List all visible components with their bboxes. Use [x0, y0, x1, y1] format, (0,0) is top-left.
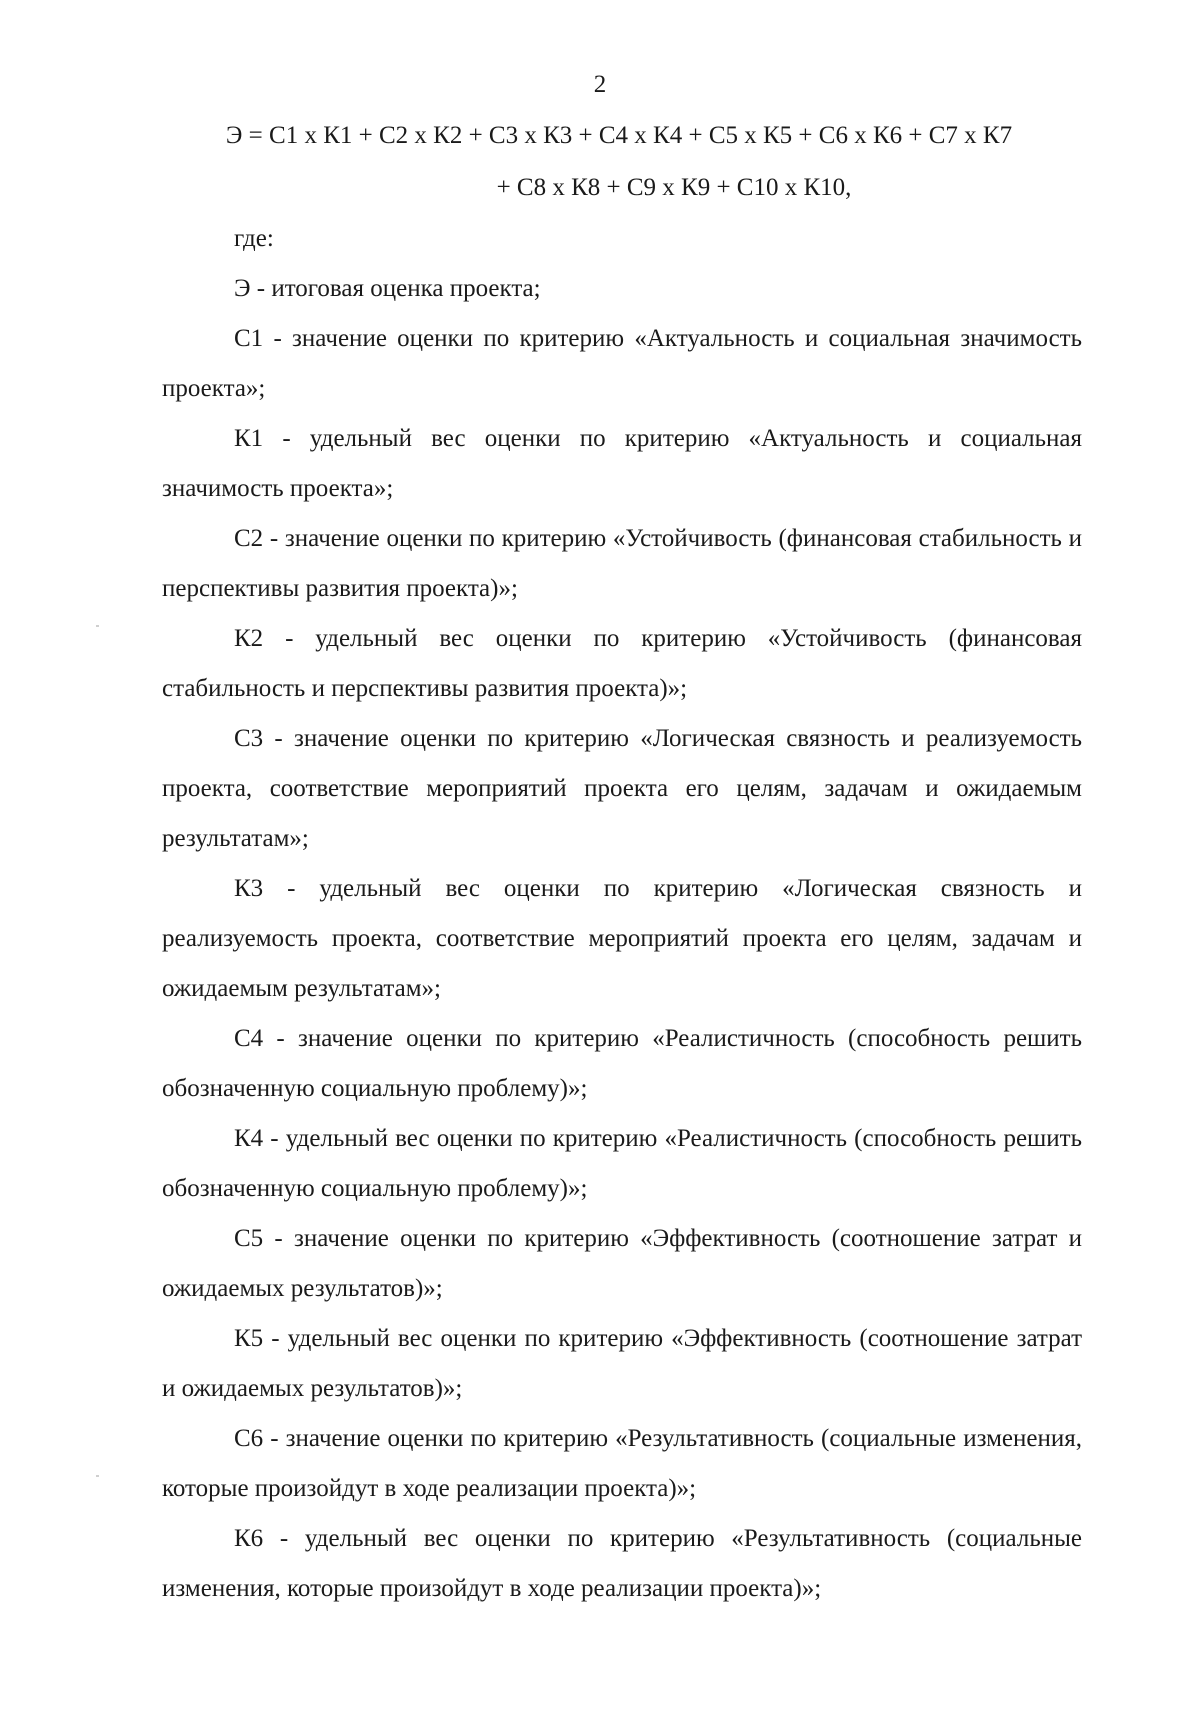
- scan-speck: [96, 1475, 99, 1477]
- definition-c6: С6 - значение оценки по критерию «Результативность (социальные изменения, которые произойдут в ходе реализации проекта)»;: [162, 1425, 1082, 1502]
- definition-k1: К1 - удельный вес оценки по критерию «Актуальность и социальная значимость проекта»;: [162, 425, 1082, 502]
- formula-line-1: Э = С1 х К1 + С2 х К2 + С3 х К3 + С4 х К4 + С5 х К5 + С6 х К6 + С7 х К7: [225, 122, 1013, 149]
- definition-c1: С1 - значение оценки по критерию «Актуальность и социальная значимость проекта»;: [162, 325, 1082, 402]
- definition-c5: С5 - значение оценки по критерию «Эффективность (соотношение затрат и ожидаемых результатов)»;: [162, 1225, 1082, 1302]
- definition-k4: К4 - удельный вес оценки по критерию «Реалистичность (способность решить обозначенную социальную проблему)»;: [162, 1125, 1082, 1202]
- definition-c4: С4 - значение оценки по критерию «Реалистичность (способность решить обозначенную социальную проблему)»;: [162, 1025, 1082, 1102]
- definition-e: Э - итоговая оценка проекта;: [234, 275, 541, 302]
- definition-k2: К2 - удельный вес оценки по критерию «Устойчивость (финансовая стабильность и перспективы развития проекта)»;: [162, 625, 1082, 702]
- definition-k3: К3 - удельный вес оценки по критерию «Логическая связность и реализуемость проекта, соответствие мероприятий проекта его целям, задачам и ожидаемым результатам»;: [162, 875, 1082, 1002]
- page-number: 2: [593, 71, 607, 98]
- scan-speck: [96, 625, 99, 627]
- definition-k5: К5 - удельный вес оценки по критерию «Эффективность (соотношение затрат и ожидаемых результатов)»;: [162, 1325, 1082, 1402]
- body-text: [162, 214, 1082, 1614]
- definition-c3: С3 - значение оценки по критерию «Логическая связность и реализуемость проекта, соответствие мероприятий проекта его целям, задачам и ожидаемым результатам»;: [162, 725, 1082, 852]
- where-label: где:: [234, 225, 274, 252]
- formula-line-2: + С8 х К8 + С9 х К9 + С10 х К10,: [496, 174, 852, 201]
- definition-c2: С2 - значение оценки по критерию «Устойчивость (финансовая стабильность и перспективы развития проекта)»;: [162, 525, 1082, 602]
- definition-k6: К6 - удельный вес оценки по критерию «Результативность (социальные изменения, которые произойдут в ходе реализации проекта)»;: [162, 1525, 1082, 1602]
